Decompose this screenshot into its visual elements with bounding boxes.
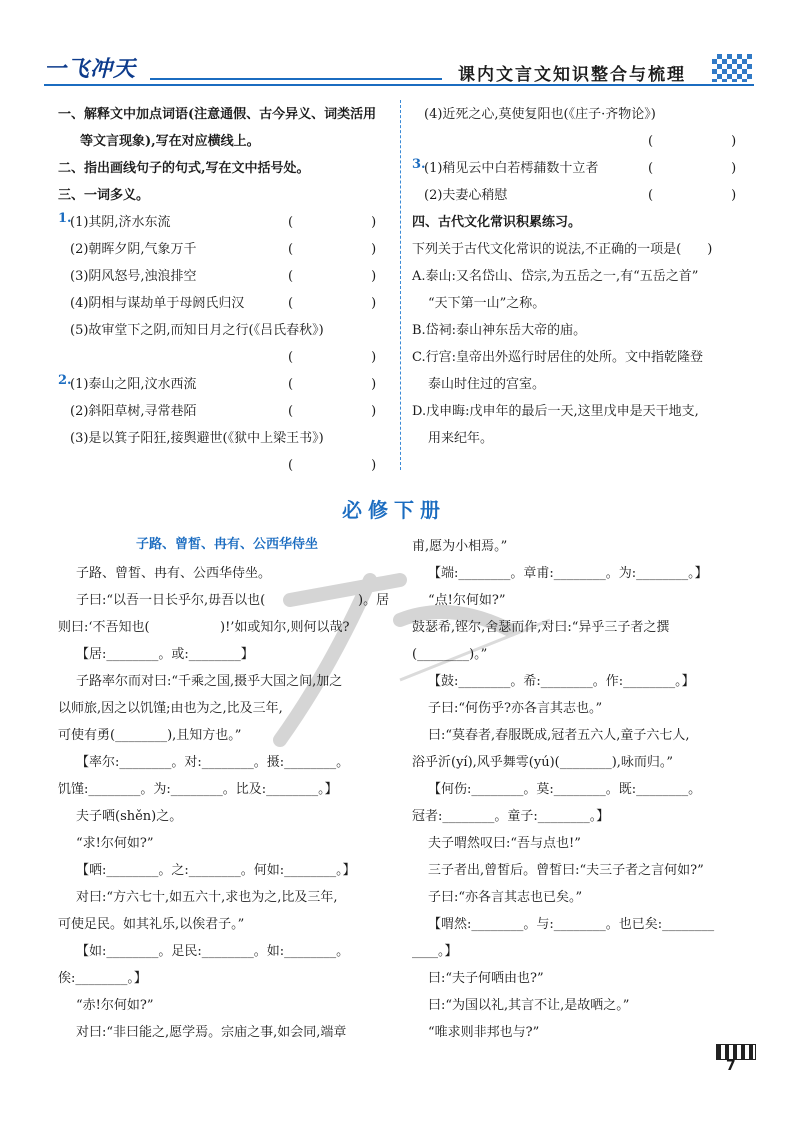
q1-item-5: (5)故审堂下之阴,而知日月之行(《吕氏春秋》) xyxy=(70,323,324,338)
passage-line: 甫,愿为小相焉。” xyxy=(412,539,508,554)
passage-line: 三子者出,曾皙后。曾皙曰:“夫三子者之言何如?” xyxy=(428,863,704,878)
culture-question: 下列关于古代文化常识的说法,不正确的一项是( ) xyxy=(412,242,713,257)
option-a-line2: “天下第一山”之称。 xyxy=(428,296,546,311)
option-b: B.岱祠:泰山神东岳大帝的庙。 xyxy=(412,323,587,338)
section-title: 课内文言文知识整合与梳理 xyxy=(458,65,686,85)
passage-line: 子路、曾皙、冉有、公西华侍坐。 xyxy=(76,566,272,581)
passage-line: 对曰:“方六七十,如五六十,求也为之,比及三年, xyxy=(76,890,338,905)
passage-line: 子曰:“何伤乎?亦各言其志也。” xyxy=(428,701,603,716)
page-number: 7 xyxy=(726,1058,736,1074)
passage-line: “点!尔何如?” xyxy=(428,593,506,608)
option-d-line1: D.戊申晦:戊申年的最后一天,这里戊申是天干地支, xyxy=(412,404,699,419)
q1-item-2: (2)朝晖夕阴,气象万千 xyxy=(70,242,197,257)
q1-number: 1. xyxy=(58,211,72,226)
annotation-line: 【率尔:________。对:________。摄:________。 xyxy=(76,755,350,770)
column-divider xyxy=(400,100,401,470)
annotation-line: 【居:________。或:________】 xyxy=(76,647,254,662)
passage-line: 则曰:‘不吾知也( xyxy=(58,620,150,635)
q2-item-1: (1)泰山之阳,汶水西流 xyxy=(70,377,197,392)
q2-item-2: (2)斜阳草树,寻常巷陌 xyxy=(70,404,197,419)
q2-item-3: (3)是以箕子阳狂,接舆避世(《狱中上梁王书》) xyxy=(70,431,324,446)
q1-item-1: (1)其阴,济水东流 xyxy=(70,215,171,230)
header-rule-top xyxy=(150,78,442,80)
passage-line: “求!尔何如?” xyxy=(76,836,154,851)
answer-paren: ( ) xyxy=(288,458,377,473)
answer-paren: ( ) xyxy=(288,350,377,365)
passage-line: )!’如或知尔,则何以哉? xyxy=(220,620,350,635)
option-a-line1: A.泰山:又名岱山、岱宗,为五岳之一,有“五岳之首” xyxy=(412,269,699,284)
answer-paren: ( ) xyxy=(288,242,377,257)
passage-line: 鼓瑟希,铿尔,舍瑟而作,对曰:“异乎三子者之撰 xyxy=(412,620,670,635)
passage-line: 可使足民。如其礼乐,以俟君子。” xyxy=(58,917,245,932)
annotation-line: 俟:________。】 xyxy=(58,971,147,986)
instruction-2: 二、指出画线句子的句式,写在文中括号处。 xyxy=(58,161,310,176)
passage-line: 曰:“夫子何哂由也?” xyxy=(428,971,544,986)
q3-item-2: (2)夫妻心稍慰 xyxy=(424,188,508,203)
checker-decoration xyxy=(712,54,752,82)
q3-number: 3. xyxy=(412,157,426,172)
passage-line: 子曰:“亦各言其志也已矣。” xyxy=(428,890,583,905)
instruction-3: 三、一词多义。 xyxy=(58,188,150,203)
passage-line: 曰:“为国以礼,其言不让,是故哂之。” xyxy=(428,998,630,1013)
option-c-line2: 泰山时住过的宫室。 xyxy=(428,377,546,392)
passage-line: 子路率尔而对曰:“千乘之国,摄乎大国之间,加之 xyxy=(76,674,343,689)
answer-paren: ( ) xyxy=(648,188,737,203)
brand-logo: 一飞冲天 xyxy=(44,57,137,82)
answer-paren: ( ) xyxy=(648,161,737,176)
passage-line: 夫子喟然叹曰:“吾与点也!” xyxy=(428,836,581,851)
passage-line: 曰:“莫春者,春服既成,冠者五六人,童子六七人, xyxy=(428,728,690,743)
option-d-line2: 用来纪年。 xyxy=(428,431,494,446)
passage-line: 对曰:“非曰能之,愿学焉。宗庙之事,如会同,端章 xyxy=(76,1025,347,1040)
q2-number: 2. xyxy=(58,373,72,388)
passage-line: 子曰:“以吾一日长乎尔,毋吾以也( xyxy=(76,593,266,608)
annotation-line: 冠者:________。童子:________。】 xyxy=(412,809,610,824)
answer-paren: ( ) xyxy=(648,134,737,149)
passage-line: 以师旅,因之以饥馑;由也为之,比及三年, xyxy=(58,701,283,716)
answer-paren: ( ) xyxy=(288,377,377,392)
annotation-line: 【端:________。章甫:________。为:________。】 xyxy=(428,566,708,581)
annotation-line: 【喟然:________。与:________。也已矣:________ xyxy=(428,917,715,932)
passage-line: 夫子哂(shěn)之。 xyxy=(76,809,183,824)
annotation-line: 【鼓:________。希:________。作:________。】 xyxy=(428,674,695,689)
annotation-line: 【何伤:________。莫:________。既:________。 xyxy=(428,782,702,797)
passage-line: )。居 xyxy=(358,593,390,608)
annotation-line: ____。】 xyxy=(412,944,458,959)
answer-paren: ( ) xyxy=(288,404,377,419)
answer-paren: ( ) xyxy=(288,269,377,284)
passage-line: 浴乎沂(yí),风乎舞雩(yú)(________),咏而归。” xyxy=(412,755,674,770)
q1-item-4: (4)阴相与谋劫单于母阏氏归汉 xyxy=(70,296,245,311)
instruction-1b: 等文言现象),写在对应横线上。 xyxy=(80,134,260,149)
passage-line: (________)。” xyxy=(412,647,488,662)
option-c-line1: C.行宫:皇帝出外巡行时居住的处所。文中指乾隆登 xyxy=(412,350,703,365)
instruction-1: 一、解释文中加点词语(注意通假、古今异义、词类活用 xyxy=(58,107,377,122)
answer-paren: ( ) xyxy=(288,296,377,311)
flag-icon xyxy=(716,1044,756,1060)
passage-line: “唯求则非邦也与?” xyxy=(428,1025,540,1040)
answer-paren: ( ) xyxy=(288,215,377,230)
annotation-line: 【如:________。足民:________。如:________。 xyxy=(76,944,350,959)
page-number-badge xyxy=(716,1044,754,1074)
passage-line: 可使有勇(________),且知方也。” xyxy=(58,728,242,743)
q3-item-1: (1)稍见云中白若樗蒱数十立者 xyxy=(424,161,599,176)
annotation-line: 【哂:________。之:________。何如:________。】 xyxy=(76,863,356,878)
instruction-4: 四、古代文化常识积累练习。 xyxy=(412,215,582,230)
q1-item-3: (3)阴风怒号,浊浪排空 xyxy=(70,269,197,284)
lesson-title: 子路、曾皙、冉有、公西华侍坐 xyxy=(136,537,319,552)
passage-line: “赤!尔何如?” xyxy=(76,998,154,1013)
page-title: 必修下册 xyxy=(342,498,446,522)
annotation-line: 饥馑:________。为:________。比及:________。】 xyxy=(58,782,338,797)
q2-item-4: (4)近死之心,莫使复阳也(《庄子·齐物论》) xyxy=(424,107,656,122)
